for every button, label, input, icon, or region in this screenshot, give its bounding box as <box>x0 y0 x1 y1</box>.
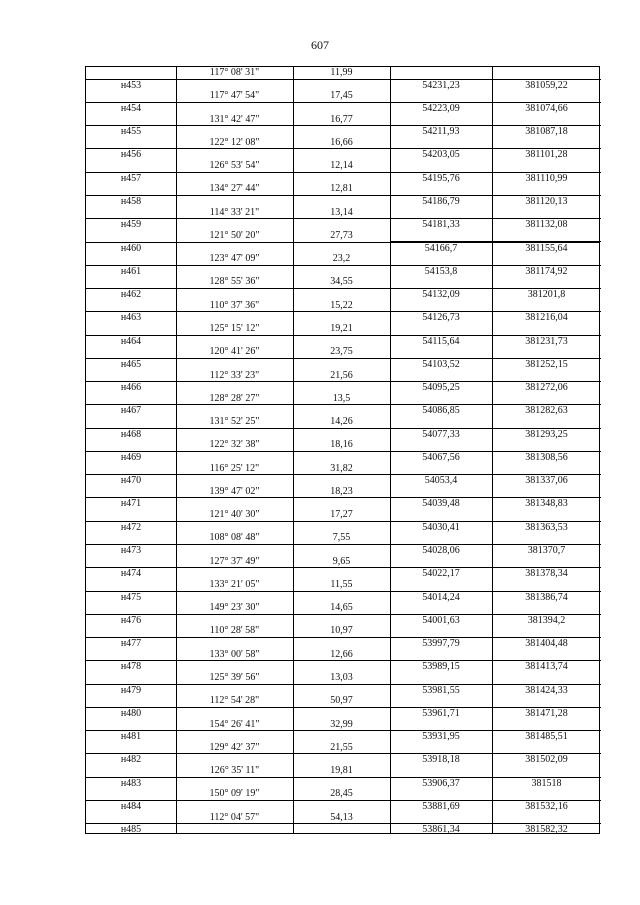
y-coordinate-cell: 381293,25 <box>525 428 568 440</box>
x-coordinate-cell: 54181,33 <box>422 219 460 231</box>
x-coordinate-cell: 53997,79 <box>422 638 460 650</box>
segment-length-cell: 17,27 <box>330 509 353 521</box>
segment-line <box>86 556 599 568</box>
table-row <box>86 649 599 672</box>
y-coordinate-cell: 381087,18 <box>525 126 568 138</box>
y-coordinate-cell: 381471,28 <box>525 707 568 719</box>
direction-angle-cell: 134° 27' 44" <box>209 183 260 195</box>
segment-length-cell: 34,55 <box>330 276 353 288</box>
table-row <box>86 370 599 393</box>
point-id-cell: н465 <box>120 358 142 370</box>
segment-line <box>86 323 599 335</box>
x-coordinate-cell: 53861,34 <box>422 824 460 836</box>
y-coordinate-cell: 381120,13 <box>525 195 568 207</box>
table-row <box>86 509 599 532</box>
segment-length-cell: 23,2 <box>332 253 351 265</box>
segment-line <box>86 183 599 195</box>
direction-angle-cell: 133° 21' 05" <box>209 578 260 590</box>
point-id-cell: н478 <box>120 661 142 673</box>
segment-line <box>86 649 599 661</box>
direction-angle-cell: 131° 42' 47" <box>209 113 260 125</box>
segment-line <box>86 532 599 544</box>
x-coordinate-cell: 54231,23 <box>422 79 460 91</box>
point-id-cell: н485 <box>120 824 142 836</box>
direction-angle-cell: 126° 53' 54" <box>209 160 260 172</box>
direction-angle-cell: 121° 40' 30" <box>209 509 260 521</box>
point-id-cell: н454 <box>120 102 142 114</box>
segment-length-cell: 16,66 <box>330 136 353 148</box>
direction-angle-cell: 128° 28' 27" <box>209 392 260 404</box>
segment-length-cell: 50,97 <box>330 695 353 707</box>
x-coordinate-cell: 53961,71 <box>422 707 460 719</box>
table-row <box>86 323 599 346</box>
segment-length-cell: 27,73 <box>330 229 353 241</box>
x-coordinate-cell: 54067,56 <box>422 451 460 463</box>
segment-line <box>86 207 599 219</box>
point-id-cell: н480 <box>120 707 142 719</box>
x-coordinate-cell: 54028,06 <box>422 545 460 557</box>
page-number: 607 <box>311 38 329 52</box>
point-id-cell: н476 <box>120 614 142 626</box>
segment-length-cell: 15,22 <box>330 299 353 311</box>
direction-angle-cell: 123° 47' 09" <box>209 253 260 265</box>
direction-angle-cell: 122° 12' 08" <box>209 136 260 148</box>
y-coordinate-cell: 381101,28 <box>525 149 568 161</box>
y-coordinate-cell: 381272,06 <box>525 382 568 394</box>
x-coordinate-cell: 53881,69 <box>422 800 460 812</box>
x-coordinate-cell: 53918,18 <box>422 754 460 766</box>
direction-angle-cell: 110° 37' 36" <box>209 299 260 311</box>
segment-length-cell: 21,55 <box>330 741 353 753</box>
table-row <box>86 579 599 602</box>
point-id-cell: н472 <box>120 521 142 533</box>
point-id-cell: н482 <box>120 754 142 766</box>
table-row <box>86 788 599 811</box>
segment-length-cell: 12,14 <box>330 160 353 172</box>
point-id-cell: н459 <box>120 219 142 231</box>
point-id-cell: н461 <box>120 265 142 277</box>
segment-length-cell: 14,26 <box>330 416 353 428</box>
point-id-cell: н470 <box>120 475 142 487</box>
direction-angle-cell: 112° 04' 57" <box>209 811 260 823</box>
table-row <box>86 742 599 765</box>
table-row <box>86 463 599 486</box>
segment-line <box>86 416 599 428</box>
point-id-cell: н475 <box>120 591 142 603</box>
point-id-cell: н453 <box>120 79 142 91</box>
point-id-cell: н469 <box>120 451 142 463</box>
x-coordinate-cell: 53931,95 <box>422 731 460 743</box>
point-id-cell: н483 <box>120 777 142 789</box>
direction-angle-cell: 121° 50' 20" <box>209 229 260 241</box>
x-coordinate-cell: 54077,33 <box>422 428 460 440</box>
segment-length-cell: 31,82 <box>330 462 353 474</box>
x-coordinate-cell: 54223,09 <box>422 102 460 114</box>
segment-length-cell: 19,21 <box>330 322 353 334</box>
table-row <box>86 276 599 299</box>
segment-line <box>86 625 599 637</box>
segment-length-cell: 11,99 <box>330 67 353 78</box>
table-row <box>86 719 599 742</box>
segment-line <box>86 788 599 800</box>
segment-length-cell: 10,97 <box>330 625 353 637</box>
segment-line <box>86 579 599 591</box>
point-id-cell: н463 <box>120 312 142 324</box>
segment-line <box>86 114 599 126</box>
y-coordinate-cell: 381337,06 <box>525 475 568 487</box>
segment-line <box>86 253 599 265</box>
segment-line <box>86 439 599 451</box>
table-row <box>86 532 599 555</box>
segment-length-cell: 32,99 <box>330 718 353 730</box>
segment-length-cell: 9,65 <box>332 555 351 567</box>
direction-angle-cell: 127° 37' 49" <box>209 555 260 567</box>
segment-length-cell: 14,65 <box>330 602 353 614</box>
x-coordinate-cell: 53989,15 <box>422 661 460 673</box>
segment-length-cell: 21,56 <box>330 369 353 381</box>
direction-angle-cell: 150° 09' 19" <box>209 788 260 800</box>
point-id-cell: н460 <box>120 242 142 254</box>
table-row <box>86 160 599 183</box>
segment-line <box>86 137 599 149</box>
x-coordinate-cell: 54166,7 <box>424 242 458 254</box>
table-row <box>86 300 599 323</box>
segment-line <box>86 90 599 102</box>
segment-length-cell: 16,77 <box>330 113 353 125</box>
x-coordinate-cell: 54022,17 <box>422 568 460 580</box>
segment-line <box>86 346 599 358</box>
segment-line <box>86 695 599 707</box>
segment-line <box>86 672 599 684</box>
x-coordinate-cell: 54001,63 <box>422 614 460 626</box>
table-row <box>86 207 599 230</box>
y-coordinate-cell: 381155,64 <box>525 242 568 254</box>
point-id-cell: н466 <box>120 382 142 394</box>
y-coordinate-cell: 381201,8 <box>527 289 566 301</box>
table-row <box>86 695 599 718</box>
direction-angle-cell: 125° 15' 12" <box>209 322 260 334</box>
direction-angle-cell: 116° 25' 12" <box>209 462 260 474</box>
segment-line <box>86 463 599 475</box>
x-coordinate-cell: 54053,4 <box>424 475 458 487</box>
segment-line <box>86 719 599 731</box>
y-coordinate-cell: 381424,33 <box>525 684 568 696</box>
y-coordinate-cell: 381174,92 <box>525 265 568 277</box>
segment-length-cell: 28,45 <box>330 788 353 800</box>
direction-angle-cell: 112° 33' 23" <box>209 369 260 381</box>
point-id-cell: н481 <box>120 731 142 743</box>
y-coordinate-cell: 381282,63 <box>525 405 568 417</box>
y-coordinate-cell: 381074,66 <box>525 102 568 114</box>
table-row <box>86 67 599 90</box>
y-coordinate-cell: 381518 <box>531 777 562 789</box>
x-coordinate-cell: 54195,76 <box>422 172 460 184</box>
table-row <box>86 346 599 369</box>
table-row <box>86 439 599 462</box>
direction-angle-cell: 133° 00' 58" <box>209 648 260 660</box>
segment-length-cell: 13,5 <box>332 392 351 404</box>
point-id-cell: н467 <box>120 405 142 417</box>
table-row <box>86 393 599 416</box>
direction-angle-cell: 129° 42' 37" <box>209 741 260 753</box>
x-coordinate-cell: 53906,37 <box>422 777 460 789</box>
y-coordinate-cell: 381502,09 <box>525 754 568 766</box>
segment-length-cell: 13,03 <box>330 672 353 684</box>
x-coordinate-cell: 54132,09 <box>422 289 460 301</box>
y-coordinate-cell: 381582,32 <box>525 824 568 836</box>
point-id-cell: н456 <box>120 149 142 161</box>
segment-line <box>86 765 599 777</box>
segment-line <box>86 486 599 498</box>
segment-length-cell: 11,55 <box>330 578 353 590</box>
segment-line <box>86 370 599 382</box>
direction-angle-cell: 128° 55' 36" <box>209 276 260 288</box>
segment-line <box>86 67 599 79</box>
x-coordinate-cell: 54103,52 <box>422 358 460 370</box>
segment-line <box>86 812 599 824</box>
point-id-cell: н477 <box>120 638 142 650</box>
x-coordinate-cell: 54211,93 <box>422 126 460 138</box>
x-coordinate-cell: 54186,79 <box>422 195 460 207</box>
table-row <box>86 486 599 509</box>
point-id-cell: н484 <box>120 800 142 812</box>
table-row <box>86 556 599 579</box>
x-coordinate-cell: 54039,48 <box>422 498 460 510</box>
point-id-cell: н479 <box>120 684 142 696</box>
table-row <box>86 812 599 835</box>
direction-angle-cell: 117° 47' 54" <box>209 90 260 102</box>
point-id-cell: н462 <box>120 289 142 301</box>
segment-line <box>86 276 599 288</box>
point-id-cell: н468 <box>120 428 142 440</box>
y-coordinate-cell: 381252,15 <box>525 358 568 370</box>
y-coordinate-cell: 381216,04 <box>525 312 568 324</box>
table-row <box>86 90 599 113</box>
y-coordinate-cell: 381363,53 <box>525 521 568 533</box>
y-coordinate-cell: 381485,51 <box>525 731 568 743</box>
table-row <box>86 137 599 160</box>
direction-angle-cell: 122° 32' 38" <box>209 439 260 451</box>
x-coordinate-cell: 54203,05 <box>422 149 460 161</box>
table-row <box>86 765 599 788</box>
y-coordinate-cell: 381370,7 <box>527 545 566 557</box>
point-id-cell: н473 <box>120 545 142 557</box>
direction-angle-cell: 114° 33' 21" <box>209 206 260 218</box>
segment-length-cell: 19,81 <box>330 765 353 777</box>
segment-length-cell: 18,23 <box>330 485 353 497</box>
point-id-cell: н464 <box>120 335 142 347</box>
x-coordinate-cell: 54126,73 <box>422 312 460 324</box>
x-coordinate-cell: 54153,8 <box>424 265 458 277</box>
y-coordinate-cell: 381413,74 <box>525 661 568 673</box>
x-coordinate-cell: 54014,24 <box>422 591 460 603</box>
table-row <box>86 253 599 276</box>
coordinates-table <box>85 66 600 834</box>
x-coordinate-cell: 54095,25 <box>422 382 460 394</box>
y-coordinate-cell: 381394,2 <box>527 614 566 626</box>
y-coordinate-cell: 381132,08 <box>525 219 568 231</box>
direction-angle-cell: 110° 28' 58" <box>209 625 260 637</box>
point-line <box>86 823 599 836</box>
point-id-cell: н457 <box>120 172 142 184</box>
segment-line <box>86 160 599 172</box>
y-coordinate-cell: 381059,22 <box>525 79 568 91</box>
point-id-cell: н471 <box>120 498 142 510</box>
direction-angle-cell: 112° 54' 28" <box>209 695 260 707</box>
segment-line <box>86 230 599 242</box>
y-coordinate-cell: 381110,99 <box>525 172 568 184</box>
direction-angle-cell: 117° 08' 31" <box>209 67 260 78</box>
direction-angle-cell: 108° 08' 48" <box>209 532 260 544</box>
table-row <box>86 416 599 439</box>
direction-angle-cell: 149° 23' 30" <box>209 602 260 614</box>
table-row <box>86 602 599 625</box>
x-coordinate-cell: 54030,41 <box>422 521 460 533</box>
y-coordinate-cell: 381348,83 <box>525 498 568 510</box>
segment-length-cell: 12,81 <box>330 183 353 195</box>
y-coordinate-cell: 381404,48 <box>525 638 568 650</box>
y-coordinate-cell: 381231,73 <box>525 335 568 347</box>
table-row <box>86 230 599 253</box>
segment-length-cell: 7,55 <box>332 532 351 544</box>
segment-line <box>86 742 599 754</box>
segment-line <box>86 393 599 405</box>
point-id-cell: н474 <box>120 568 142 580</box>
segment-length-cell: 18,16 <box>330 439 353 451</box>
table-row <box>86 672 599 695</box>
segment-length-cell: 54,13 <box>330 811 353 823</box>
segment-line <box>86 602 599 614</box>
segment-line <box>86 509 599 521</box>
direction-angle-cell: 125° 39' 56" <box>209 672 260 684</box>
y-coordinate-cell: 381386,74 <box>525 591 568 603</box>
direction-angle-cell: 126° 35' 11" <box>209 765 260 777</box>
direction-angle-cell: 120° 41' 26" <box>209 346 260 358</box>
segment-length-cell: 12,66 <box>330 648 353 660</box>
segment-length-cell: 23,75 <box>330 346 353 358</box>
table-row <box>86 625 599 648</box>
x-coordinate-cell: 54086,85 <box>422 405 460 417</box>
table-row <box>86 114 599 137</box>
point-id-cell: н458 <box>120 195 142 207</box>
y-coordinate-cell: 381308,56 <box>525 451 568 463</box>
table-row <box>86 183 599 206</box>
segment-line <box>86 300 599 312</box>
segment-length-cell: 17,45 <box>330 90 353 102</box>
y-coordinate-cell: 381378,34 <box>525 568 568 580</box>
direction-angle-cell: 139° 47' 02" <box>209 485 260 497</box>
direction-angle-cell: 131° 52' 25" <box>209 416 260 428</box>
x-coordinate-cell: 53981,55 <box>422 684 460 696</box>
direction-angle-cell: 154° 26' 41" <box>209 718 260 730</box>
x-coordinate-cell: 54115,64 <box>422 335 460 347</box>
segment-length-cell: 13,14 <box>330 206 353 218</box>
y-coordinate-cell: 381532,16 <box>525 800 568 812</box>
point-id-cell: н455 <box>120 126 142 138</box>
